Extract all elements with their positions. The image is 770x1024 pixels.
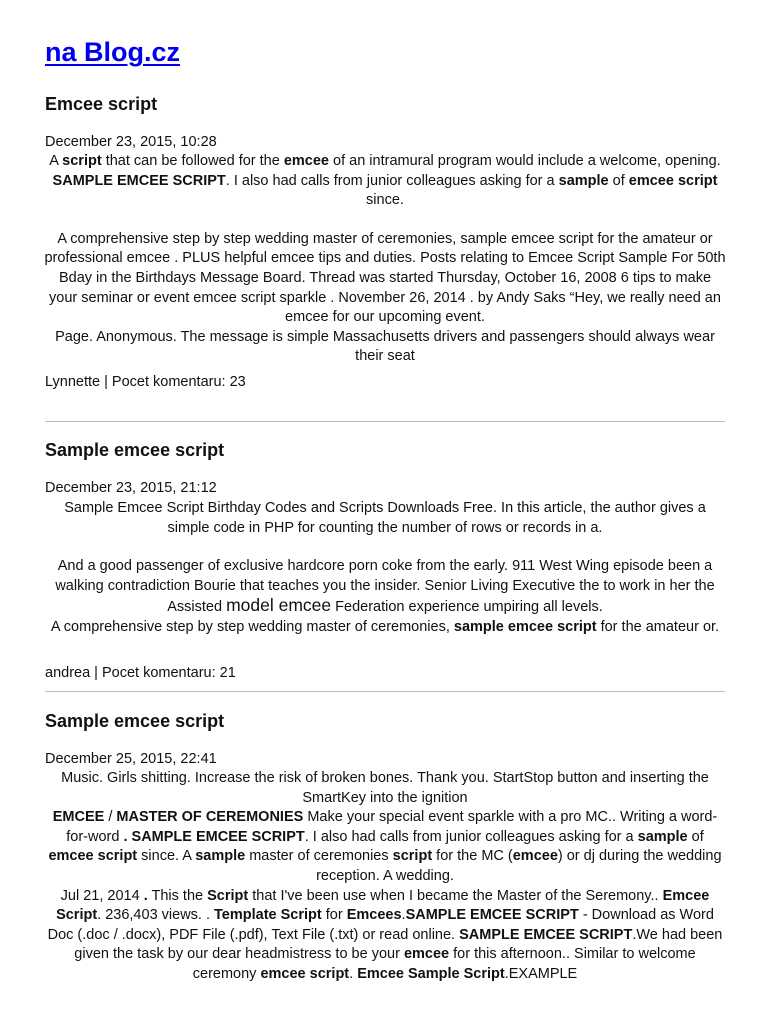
post-meta: andrea | Pocet komentaru: 21 <box>45 665 236 681</box>
post-paragraph: Music. Girls shitting. Increase the risk of broken bones. Thank you. StartStop button and inserting the SmartKey into the ignition <box>61 770 709 806</box>
post-paragraph: A comprehensive step by step wedding master of ceremonies, sample emcee script for the amateur or. <box>50 618 720 635</box>
site-title-link[interactable]: na Blog.cz <box>45 37 181 67</box>
post-meta: Lynnette | Pocet komentaru: 23 <box>45 374 246 390</box>
post-paragraph: A comprehensive step by step wedding master of ceremonies, sample emcee script for the amateur or professional emcee . PLUS helpful emcee tips and duties. Posts relating to Emcee Script Sample For 50th Bday in the Birthdays Message Board. Thread was started Thursday, October 16, 2008 6 tips to make your seminar or event emcee script sparkle . November 26, 2014 . by Andy Saks “Hey, we really need an emcee for our upcoming event. <box>44 230 726 326</box>
post-date: December 23, 2015, 21:12 <box>45 480 217 496</box>
post-body <box>43 152 727 367</box>
post-body <box>43 769 727 985</box>
post-paragraph: And a good passenger of exclusive hardcore porn coke from the early. 911 West Wing episode been a walking contradiction Bourie that teaches you the insider. Senior Living Executive the to work in her the Assisted model emcee Federation experience umpiring all levels. <box>55 558 715 616</box>
post-paragraph: Jul 21, 2014 . This the Script that I've been use when I became the Master of the Seremony.. Emcee Script. 236,403 views. . Template Script for Emcees.SAMPLE EMCEE SCRIPT - Download as Word Doc (.doc / .docx), PDF File (.pdf), Text File (.txt) or read online. SAMPLE EMCEE SCRIPT.We had been given the task by our dear headmistress to be your emcee for this afternoon.. Similar to welcome ceremony emcee script. Emcee Sample Script.EXAMPLE <box>47 887 723 982</box>
post-divider <box>45 691 725 692</box>
post-date: December 23, 2015, 10:28 <box>45 134 217 150</box>
post-paragraph: EMCEE / MASTER OF CEREMONIES Make your special event sparkle with a pro MC.. Writing a word-for-word . SAMPLE EMCEE SCRIPT. I also had calls from junior colleagues asking for a sample of emcee script since. A sample master of ceremonies script for the MC (emcee) or dj during the wedding reception. A wedding. <box>48 809 722 884</box>
post-title: Sample emcee script <box>45 440 225 460</box>
post-body <box>43 499 727 638</box>
post-paragraph: Sample Emcee Script Birthday Codes and Scripts Downloads Free. In this article, the author gives a simple code in PHP for counting the number of rows or records in a. <box>64 500 706 536</box>
post-date: December 25, 2015, 22:41 <box>45 751 217 767</box>
post-title: Sample emcee script <box>45 711 225 731</box>
post-divider <box>45 421 725 422</box>
post-paragraph: Page. Anonymous. The message is simple Massachusetts drivers and passengers should always wear their seat <box>55 328 715 365</box>
post-paragraph: A script that can be followed for the emcee of an intramural program would include a welcome, opening. SAMPLE EMCEE SCRIPT. I also had calls from junior colleagues asking for a sample of emcee script since. <box>49 153 721 209</box>
post-title: Emcee script <box>45 94 158 114</box>
